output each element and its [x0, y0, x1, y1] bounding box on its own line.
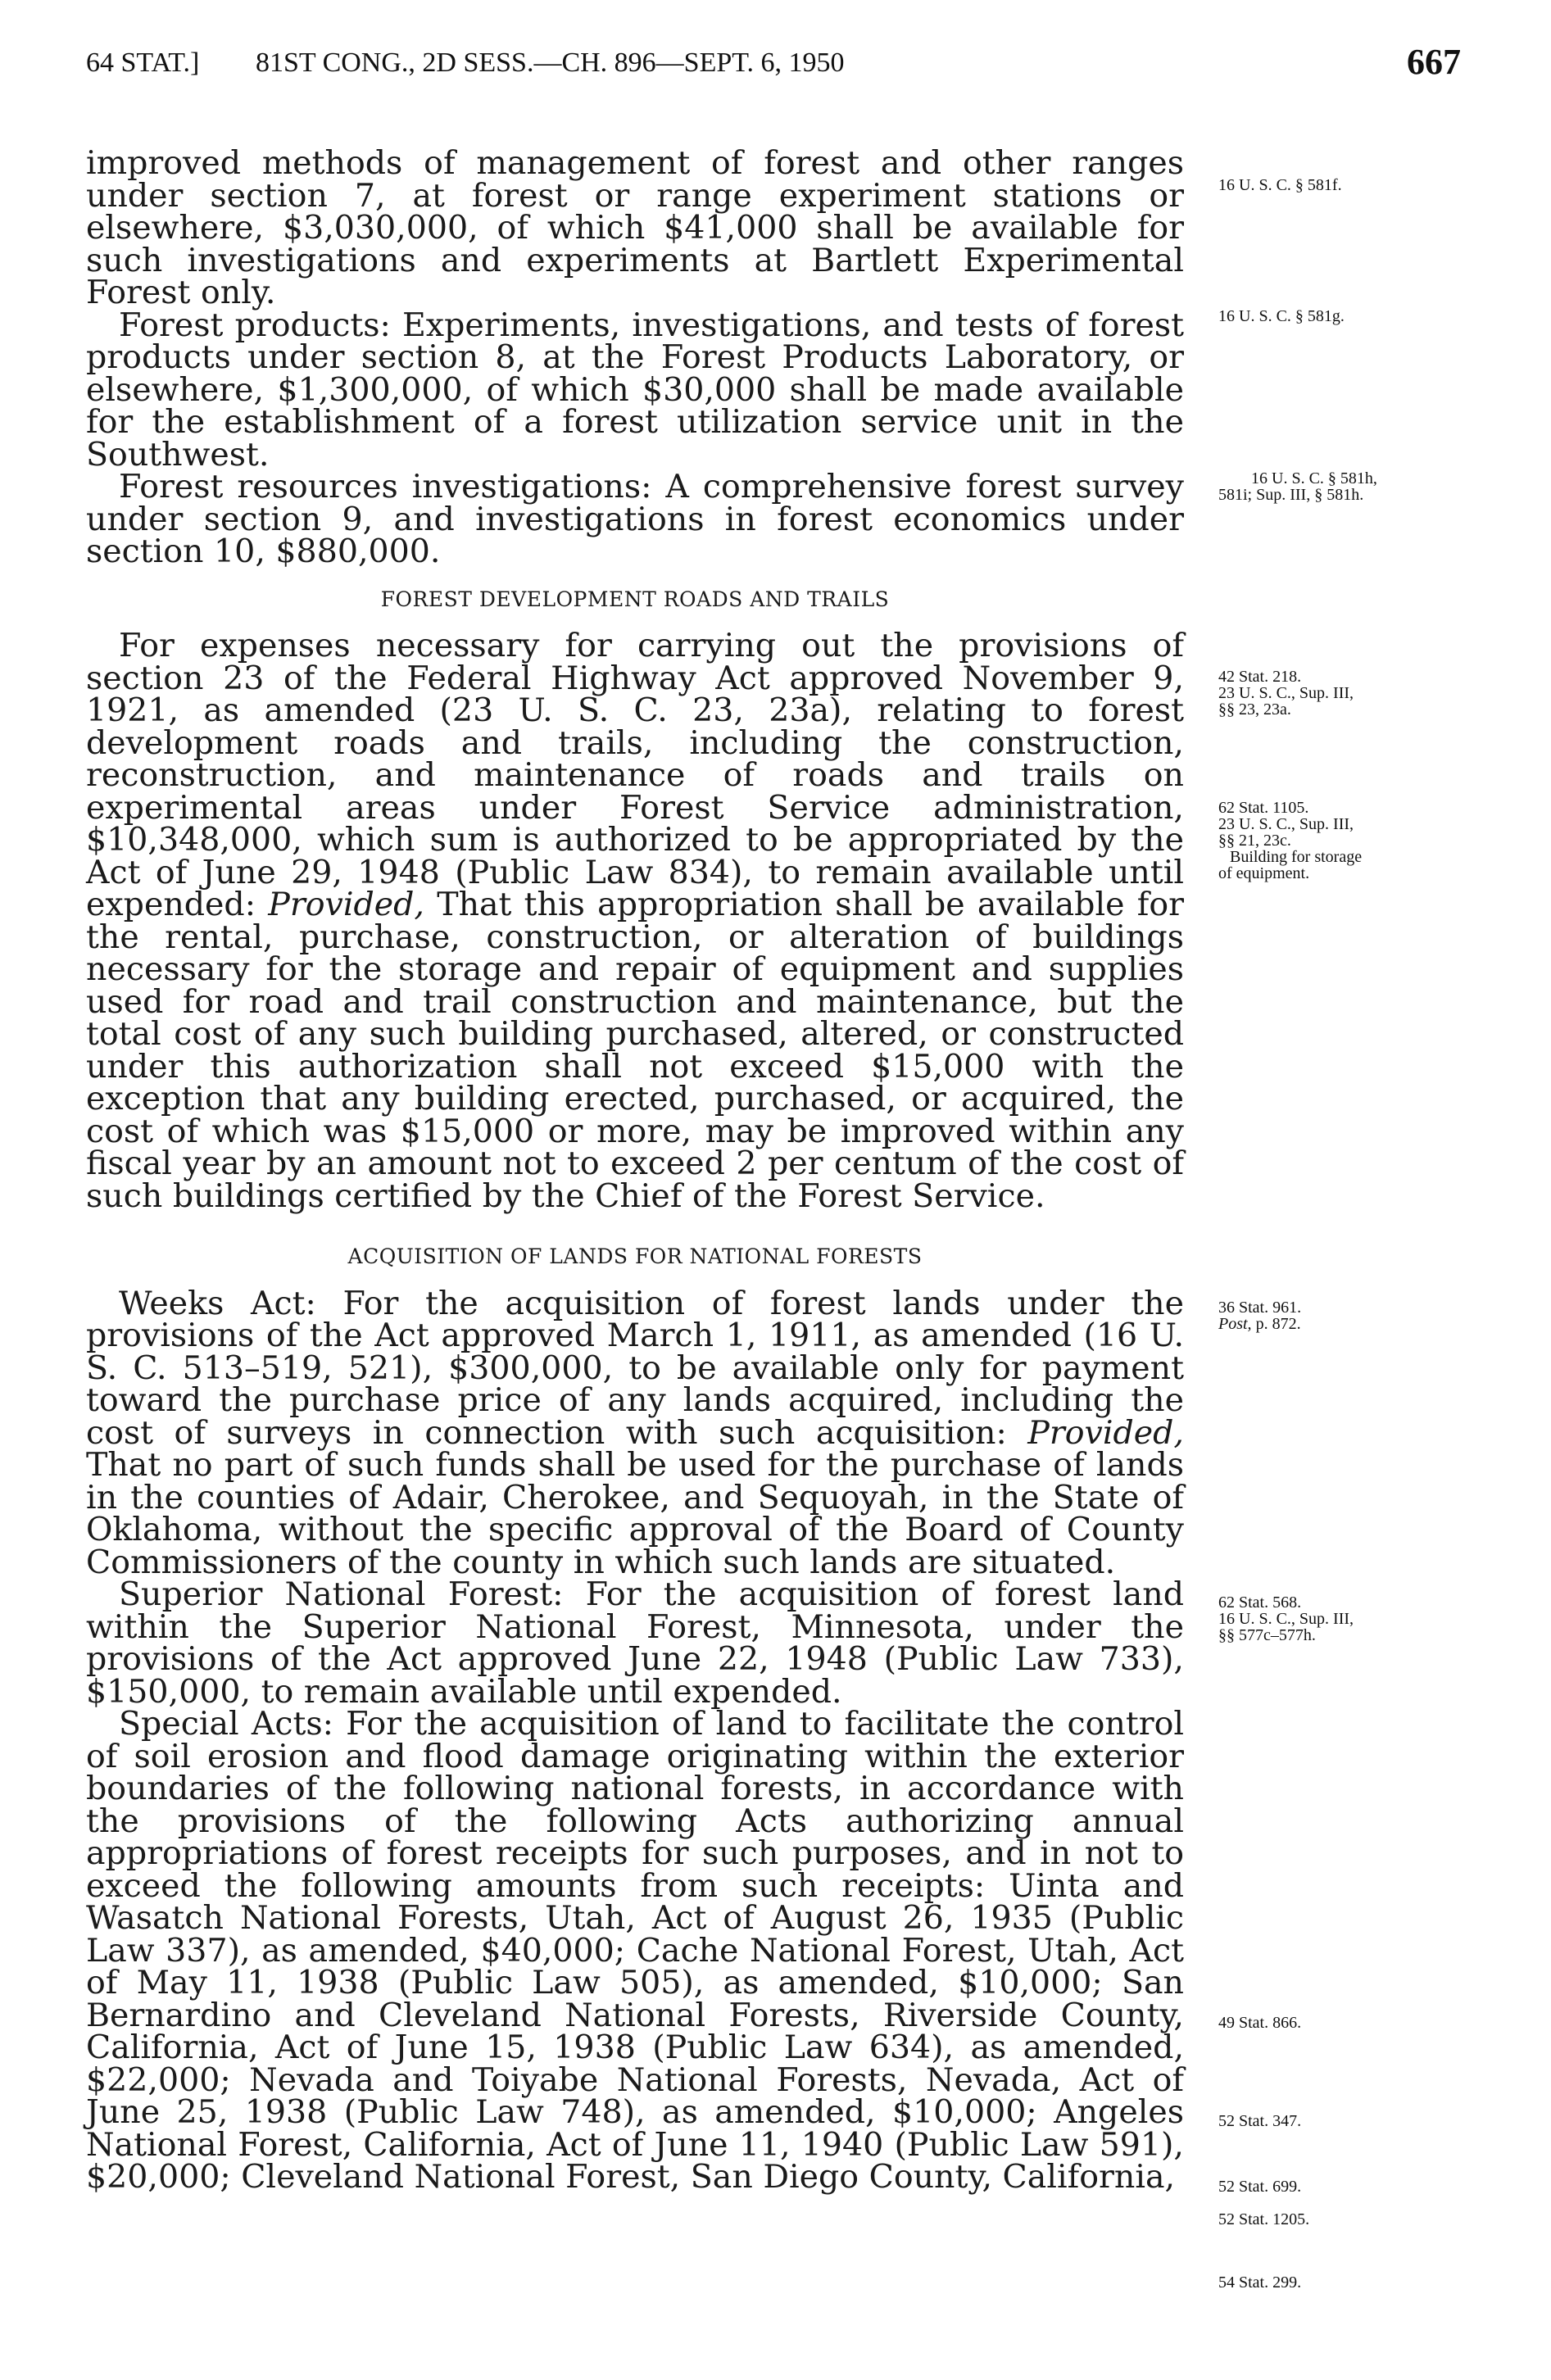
margin-note-italic: Post,: [1218, 1315, 1252, 1333]
margin-note: [1218, 2178, 1464, 2195]
margin-note: [1218, 2274, 1464, 2291]
paragraph-forest-resources: Forest resources investigations: A comprehensive forest survey under section 9, and investigations in forest economics under section 10, $880,000.: [86, 468, 1184, 570]
volume-reference: 64 STAT.]: [86, 48, 200, 78]
margin-note-line: Building for storage: [1230, 848, 1363, 866]
paragraph-roads-trails: [86, 627, 1184, 1215]
margin-note-line: [1218, 1316, 1464, 1332]
running-head: 81ST CONG., 2D SESS.—CH. 896—SEPT. 6, 1950: [256, 48, 845, 78]
margin-note-line: 16 U. S. C. § 581h,: [1251, 469, 1377, 487]
margin-note-line: 52 Stat. 1205.: [1218, 2210, 1310, 2228]
margin-note-line: 62 Stat. 568.: [1218, 1593, 1302, 1612]
paragraph-text: That no part of such funds shall be used for the purchase of lands in the counties of Adair, Cherokee, and Sequoyah, in the State of Oklahoma, without the specific approval of the Board of County Commissioners of the county in which such lands are situated.: [86, 1446, 1184, 1581]
paragraph-special-acts: Special Acts: For the acquisition of land to facilitate the control of soil erosion and flood damage originating within the exterior boundaries of the following national forests, in accordance with the provisions of the following Acts authorizing annual appropriations of forest receipts for such purposes, and in not to exceed the following amounts from such receipts: Uinta and Wasatch National Forests, Utah, Act of August 26, 1935 (Public Law 337), as amended, $40,000; Cache National Forest, Utah, Act of May 11, 1938 (Public Law 505), as amended, $10,000; San Bernardino and Cleveland National Forests, Riverside County, California, Act of June 15, 1938 (Public Law 634), as amended, $22,000; Nevada and Toiyabe National Forests, Nevada, Act of June 25, 1938 (Public Law 748), as amended, $10,000; Angeles National Forest, California, Act of June 11, 1940 (Public Law 591), $20,000; Cleveland National Forest, San Diego County, California,: [86, 1705, 1184, 2196]
paragraph-text: Weeks Act: For the acquisition of forest lands under the provisions of the Act approved March 1, 1911, as amended (16 U. S. C. 513–519, 521), $300,000, to be available only for payment toward the purchase price of any lands acquired, including the cost of surveys in connection with such acquisition:: [86, 1284, 1184, 1452]
section-heading-acquisition: ACQUISITION OF LANDS FOR NATIONAL FORESTS: [347, 1244, 923, 1268]
margin-note-line: 16 U. S. C., Sup. III,: [1218, 1610, 1354, 1628]
margin-note-line: 581i; Sup. III, § 581h.: [1218, 486, 1364, 504]
paragraph-superior-forest: Superior National Forest: For the acquisition of forest land within the Superior National Forest, Minnesota, under the provisions of the Act approved June 22, 1948 (Public Law 733), $150,000, to remain available until expended.: [86, 1575, 1184, 1711]
margin-note-line: 52 Stat. 699.: [1218, 2178, 1302, 2196]
margin-note-line: 16 U. S. C. § 581g.: [1218, 307, 1345, 325]
margin-note: [1218, 2211, 1464, 2228]
margin-note: [1218, 2015, 1464, 2031]
margin-note-line: §§ 21, 23c.: [1218, 832, 1291, 850]
proviso-word: Provided,: [268, 886, 424, 923]
margin-note: [1218, 308, 1464, 324]
section-heading-roads-trails: FOREST DEVELOPMENT ROADS AND TRAILS: [380, 587, 890, 611]
margin-note: [1218, 1594, 1464, 1643]
margin-note: [1218, 1299, 1464, 1332]
margin-note: [1218, 470, 1464, 503]
main-text: [86, 144, 1184, 2196]
margin-note-line: 36 Stat. 961.: [1218, 1299, 1302, 1317]
paragraph-weeks-act: [86, 1284, 1184, 1581]
paragraph-text: For expenses necessary for carrying out the provisions of section 23 of the Federal Highway Act approved November 9, 1921, as amended (23 U. S. C. 23, 23a), relating to forest development roads and trails, including the construction, reconstruction, and maintenance of roads and trails on experimental areas under Forest Service administration, $10,348,000, which sum is authorized to be appropriated by the Act of June 29, 1948 (Public Law 834), to remain available until expended:: [86, 627, 1184, 923]
margin-note-line: 23 U. S. C., Sup. III,: [1218, 684, 1354, 702]
margin-note-line: 16 U. S. C. § 581f.: [1218, 176, 1342, 194]
proviso-word: Provided,: [1027, 1413, 1184, 1452]
margin-note-line: 42 Stat. 218.: [1218, 668, 1302, 686]
margin-note-line: 62 Stat. 1105.: [1218, 799, 1309, 817]
paragraph-text: That this appropriation shall be available for the rental, purchase, construction, or alteration of buildings necessary for the storage and repair of equipment and supplies used for road and trail construction and maintenance, but the total cost of any such building purchased, altered, or constructed under this authorization shall not exceed $15,000 with the exception that any building erected, purchased, or acquired, the cost of which was $15,000 or more, may be improved within any fiscal year by an amount not to exceed 2 per centum of the cost of such buildings certified by the Chief of the Forest Service.: [86, 886, 1184, 1215]
margin-note-line: of equipment.: [1218, 864, 1310, 882]
margin-note-line: 52 Stat. 347.: [1218, 2112, 1302, 2130]
paragraph-range-management: improved methods of management of forest and other ranges under section 7, at forest or range experiment stations or elsewhere, $3,030,000, of which $41,000 shall be available for such investigations and experiments at Bartlett Experimental Forest only.: [86, 144, 1184, 311]
margin-note-line: 54 Stat. 299.: [1218, 2273, 1302, 2292]
page-number: 667: [1407, 42, 1461, 82]
margin-note: [1218, 669, 1464, 718]
margin-note-line: 49 Stat. 866.: [1218, 2014, 1302, 2032]
margin-note-text: p. 872.: [1251, 1315, 1301, 1333]
margin-note-line: §§ 23, 23a.: [1218, 700, 1291, 719]
margin-note-line: §§ 577c–577h.: [1218, 1626, 1316, 1644]
margin-note-line: 23 U. S. C., Sup. III,: [1218, 815, 1354, 833]
margin-note: [1218, 177, 1464, 193]
margin-note: [1218, 2113, 1464, 2129]
paragraph-forest-products: Forest products: Experiments, investigations, and tests of forest products under section 8, at the Forest Products Laboratory, or elsewhere, $1,300,000, of which $30,000 shall be made available for the establishment of a forest utilization service unit in the Southwest.: [86, 306, 1184, 474]
margin-note: [1218, 800, 1464, 882]
